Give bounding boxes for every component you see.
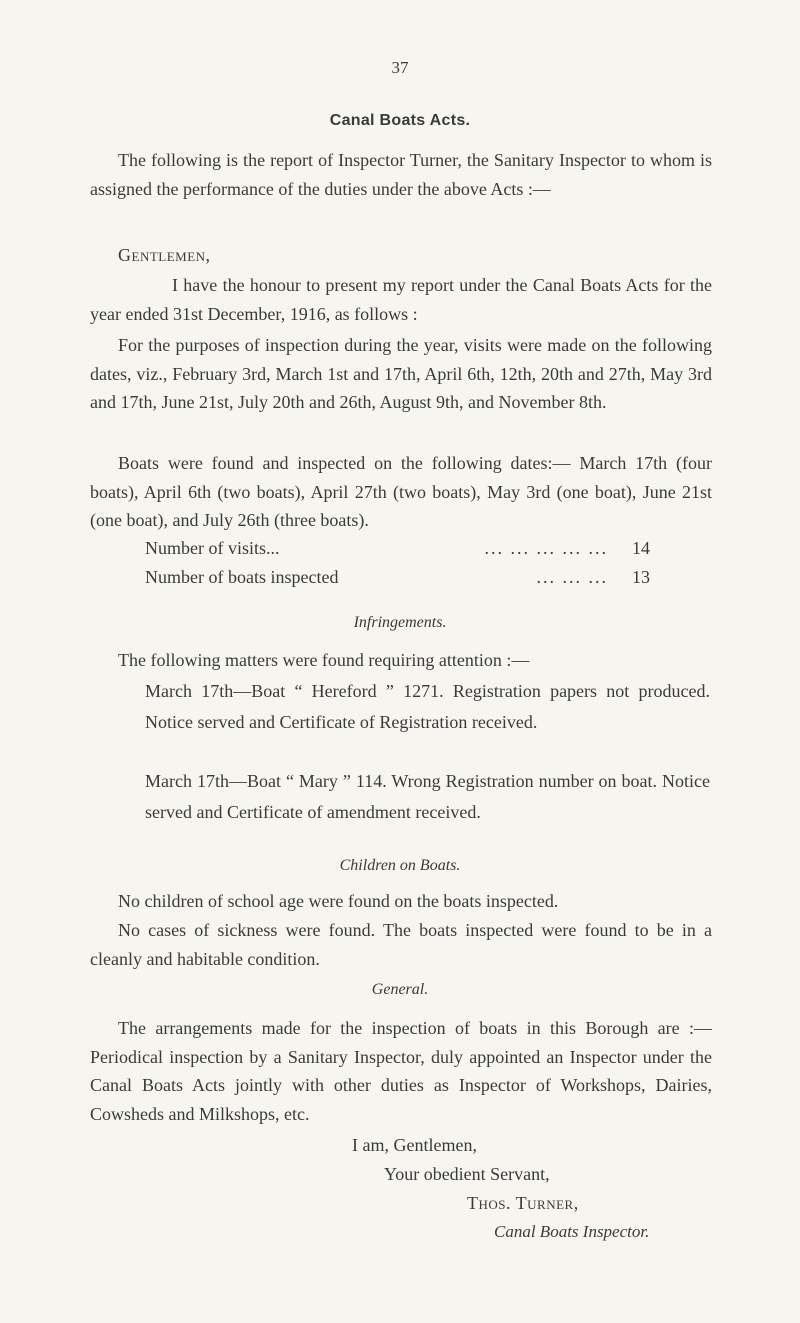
salutation: Gentlemen, [118,245,211,265]
closing-line: I am, Gentlemen, [352,1135,477,1155]
sickness-paragraph: No cases of sickness were found. The boats inspected were found to be in a cleanly and habitable condition. [90,920,712,969]
stat-label: Number of visits... [145,538,280,558]
infringement-item: March 17th—Boat “ Hereford ” 1271. Registration papers not produced. Notice served and Certificate of Registration received. [145,681,710,732]
closing-servant: Your obedient Servant, [384,1164,550,1184]
stat-leader-dots: ... ... ... ... ... [484,538,608,558]
stat-row-boats [145,567,650,588]
stat-value: 13 [632,567,650,587]
stat-row-visits [145,538,650,559]
signatory-name: Thos. Turner, [467,1193,579,1213]
visits-paragraph: For the purposes of inspection during the year, visits were made on the following dates, viz., February 3rd, March 1st and 17th, April 6th, 12th, 20th and 27th, May 3rd and 17th, June 21st, July 20th and 26th, August 9th, and November 8th. [90,335,712,413]
page-number: 37 [391,58,409,77]
infringements-heading: Infringements. [353,614,447,631]
infringements-intro: The following matters were found requiring attention :— [118,650,530,670]
general-paragraph: The arrangements made for the inspection of boats in this Borough are :—Periodical inspection by a Sanitary Inspector, duly appointed an Inspector under the Canal Boats Acts jointly with other duties as Inspector of Workshops, Dairies, Cowsheds and Milkshops, etc. [90,1018,712,1124]
children-heading: Children on Boats. [339,857,461,874]
stat-leader-dots: ... ... ... [536,567,608,587]
children-paragraph: No children of school age were found on the boats inspected. [118,891,559,911]
boats-paragraph: Boats were found and inspected on the following dates:— March 17th (four boats), April 6th (two boats), April 27th (two boats), May 3rd (one boat), June 21st (one boat), and July 26th (three boats). [90,453,712,531]
general-heading: General. [371,981,429,998]
report-paragraph: I have the honour to present my report under the Canal Boats Acts for the year ended 31st December, 1916, as follows : [90,275,712,324]
document-page [90,0,740,1323]
intro-paragraph: The following is the report of Inspector Turner, the Sanitary Inspector to whom is assigned the performance of the duties under the above Acts :— [90,150,712,199]
stat-value: 14 [632,538,650,558]
signatory-title: Canal Boats Inspector. [494,1222,650,1241]
stat-label: Number of boats inspected [145,567,339,587]
section-heading: Canal Boats Acts. [329,112,471,129]
infringement-item: March 17th—Boat “ Mary ” 114. Wrong Registration number on boat. Notice served and Certificate of amendment received. [145,771,710,822]
